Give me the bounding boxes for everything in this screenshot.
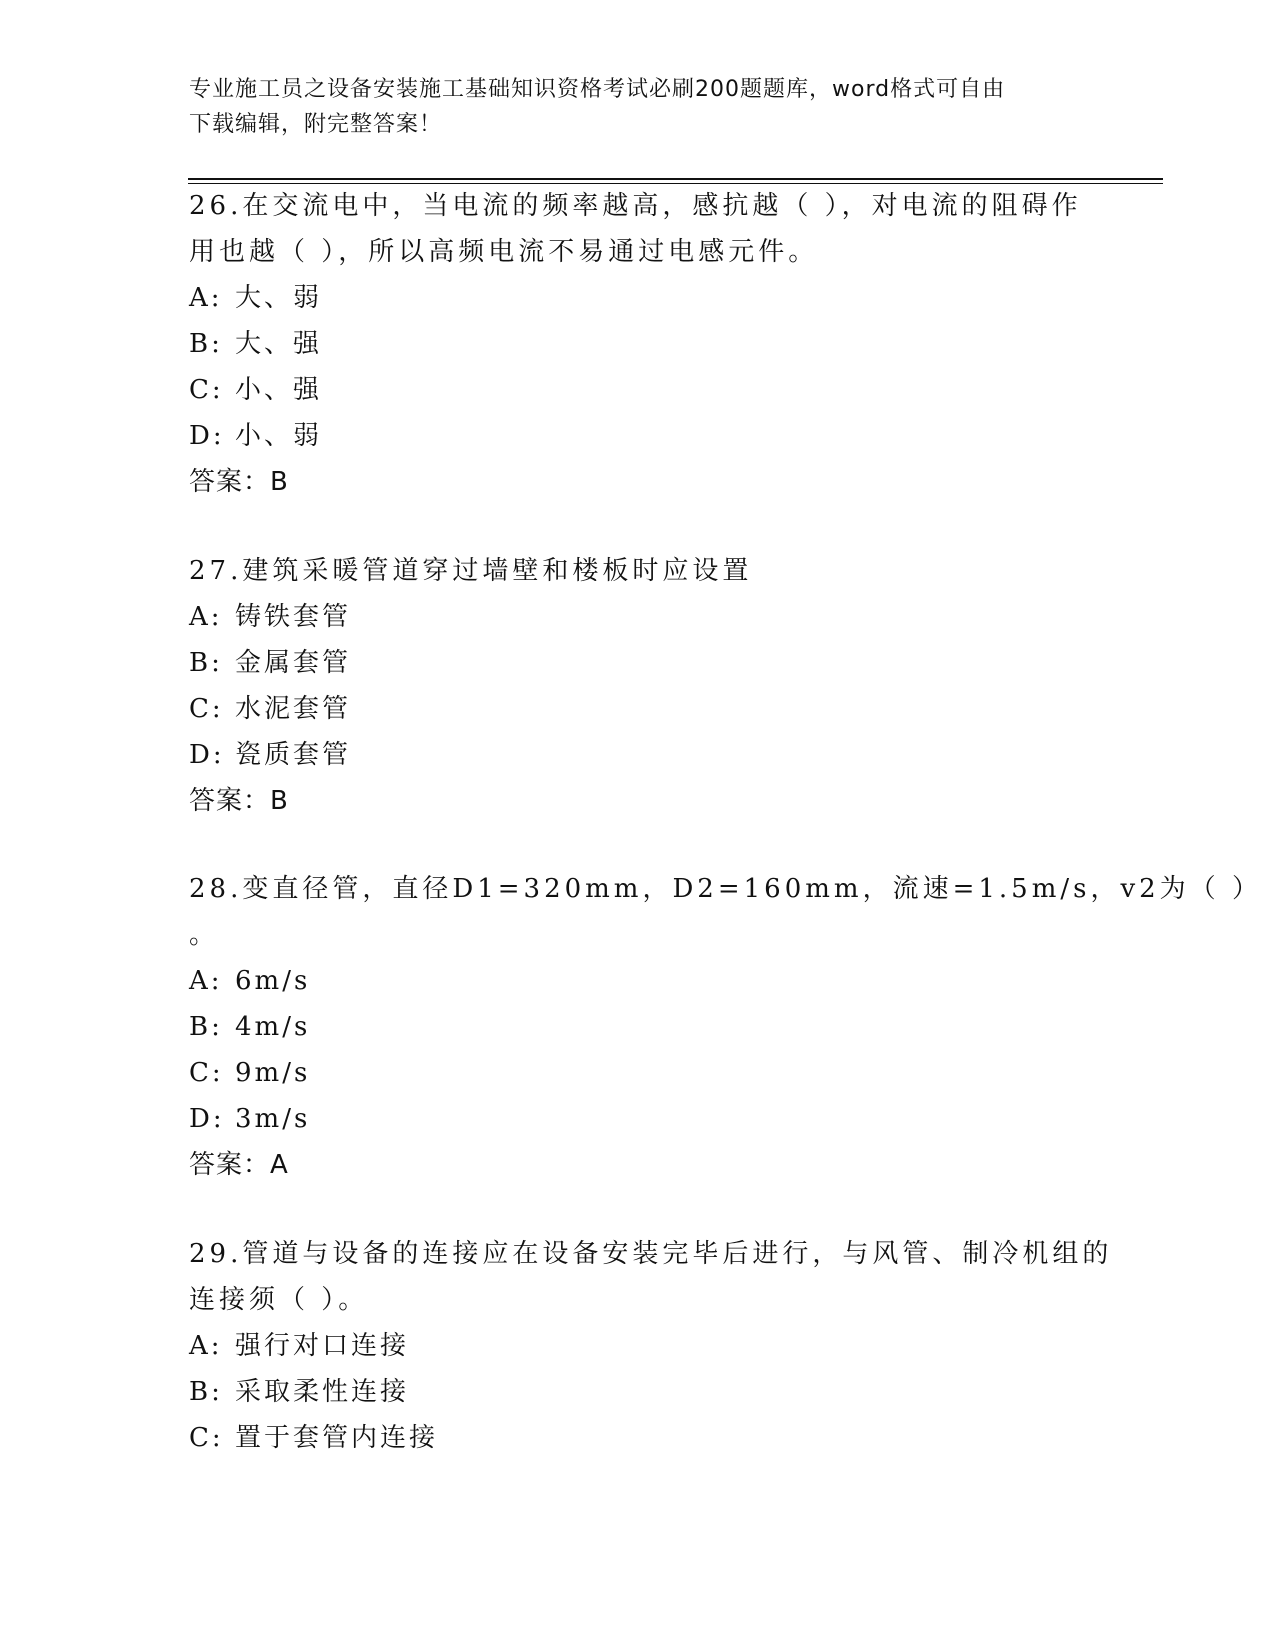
option-label: B: [189,1377,223,1407]
option-text: 9m/s [235,1058,311,1088]
option-b [189,321,1089,367]
option-d [189,732,1089,778]
option-label: D: [189,740,225,770]
option-text: 铸铁套管 [235,602,352,632]
option-c [189,1050,1089,1096]
option-b [189,1004,1089,1050]
question-line: 。 [189,920,220,950]
answer: 答案：B [189,467,289,497]
answer: 答案：B [189,786,289,816]
question-27 [189,548,1089,824]
option-label: A: [189,283,223,313]
question-text [189,1231,1113,1323]
option-b [189,1369,1089,1415]
question-text [189,183,1089,275]
option-text: 大、强 [235,329,323,359]
option-label: C: [189,1058,224,1088]
question-29 [189,1231,1113,1461]
option-a [189,1323,1089,1369]
option-text: 水泥套管 [235,694,352,724]
header-line: 专业施工员之设备安装施工基础知识资格考试必刷200题题库，word格式可自由 [189,77,1006,102]
option-a [189,275,1089,321]
option-text: 采取柔性连接 [235,1377,410,1407]
option-text: 瓷质套管 [235,740,352,770]
question-text [189,866,1262,958]
question-line: 29.管道与设备的连接应在设备安装完毕后进行，与风管、制冷机组的 [189,1239,1113,1269]
option-text: 4m/s [235,1012,311,1042]
option-label: B: [189,648,223,678]
option-label: B: [189,1012,223,1042]
option-a [189,594,1089,640]
option-text: 6m/s [235,966,311,996]
answer: 答案：A [189,1150,289,1180]
question-text [189,548,1089,594]
option-label: D: [189,1104,225,1134]
option-d [189,413,1089,459]
option-a [189,958,1089,1004]
option-label: D: [189,421,225,451]
option-d [189,1096,1089,1142]
option-text: 强行对口连接 [235,1331,410,1361]
question-28 [189,866,1262,1188]
option-label: C: [189,1423,224,1453]
option-text: 小、弱 [235,421,323,451]
option-label: C: [189,694,224,724]
question-26 [189,183,1089,505]
option-text: 3m/s [235,1104,311,1134]
option-text: 金属套管 [235,648,352,678]
option-label: B: [189,329,223,359]
option-label: A: [189,602,223,632]
question-line: 用也越（ ），所以高频电流不易通过电感元件。 [189,237,819,267]
option-text: 置于套管内连接 [235,1423,439,1453]
option-c [189,686,1089,732]
document-header [189,72,1089,142]
header-divider [188,178,1163,180]
option-text: 小、强 [235,375,323,405]
question-line: 28.变直径管，直径D1=320mm，D2=160mm，流速=1.5m/s，v2为（ ） [189,874,1262,904]
option-label: A: [189,1331,223,1361]
option-label: A: [189,966,223,996]
option-b [189,640,1089,686]
question-line: 27.建筑采暖管道穿过墙壁和楼板时应设置 [189,556,753,586]
option-c [189,1415,1089,1461]
question-line: 26.在交流电中，当电流的频率越高，感抗越（ ），对电流的阻碍作 [189,191,1082,221]
option-text: 大、弱 [235,283,323,313]
header-line: 下载编辑，附完整答案！ [189,112,443,137]
option-c [189,367,1089,413]
option-label: C: [189,375,224,405]
question-line: 连接须（ ）。 [189,1285,369,1315]
